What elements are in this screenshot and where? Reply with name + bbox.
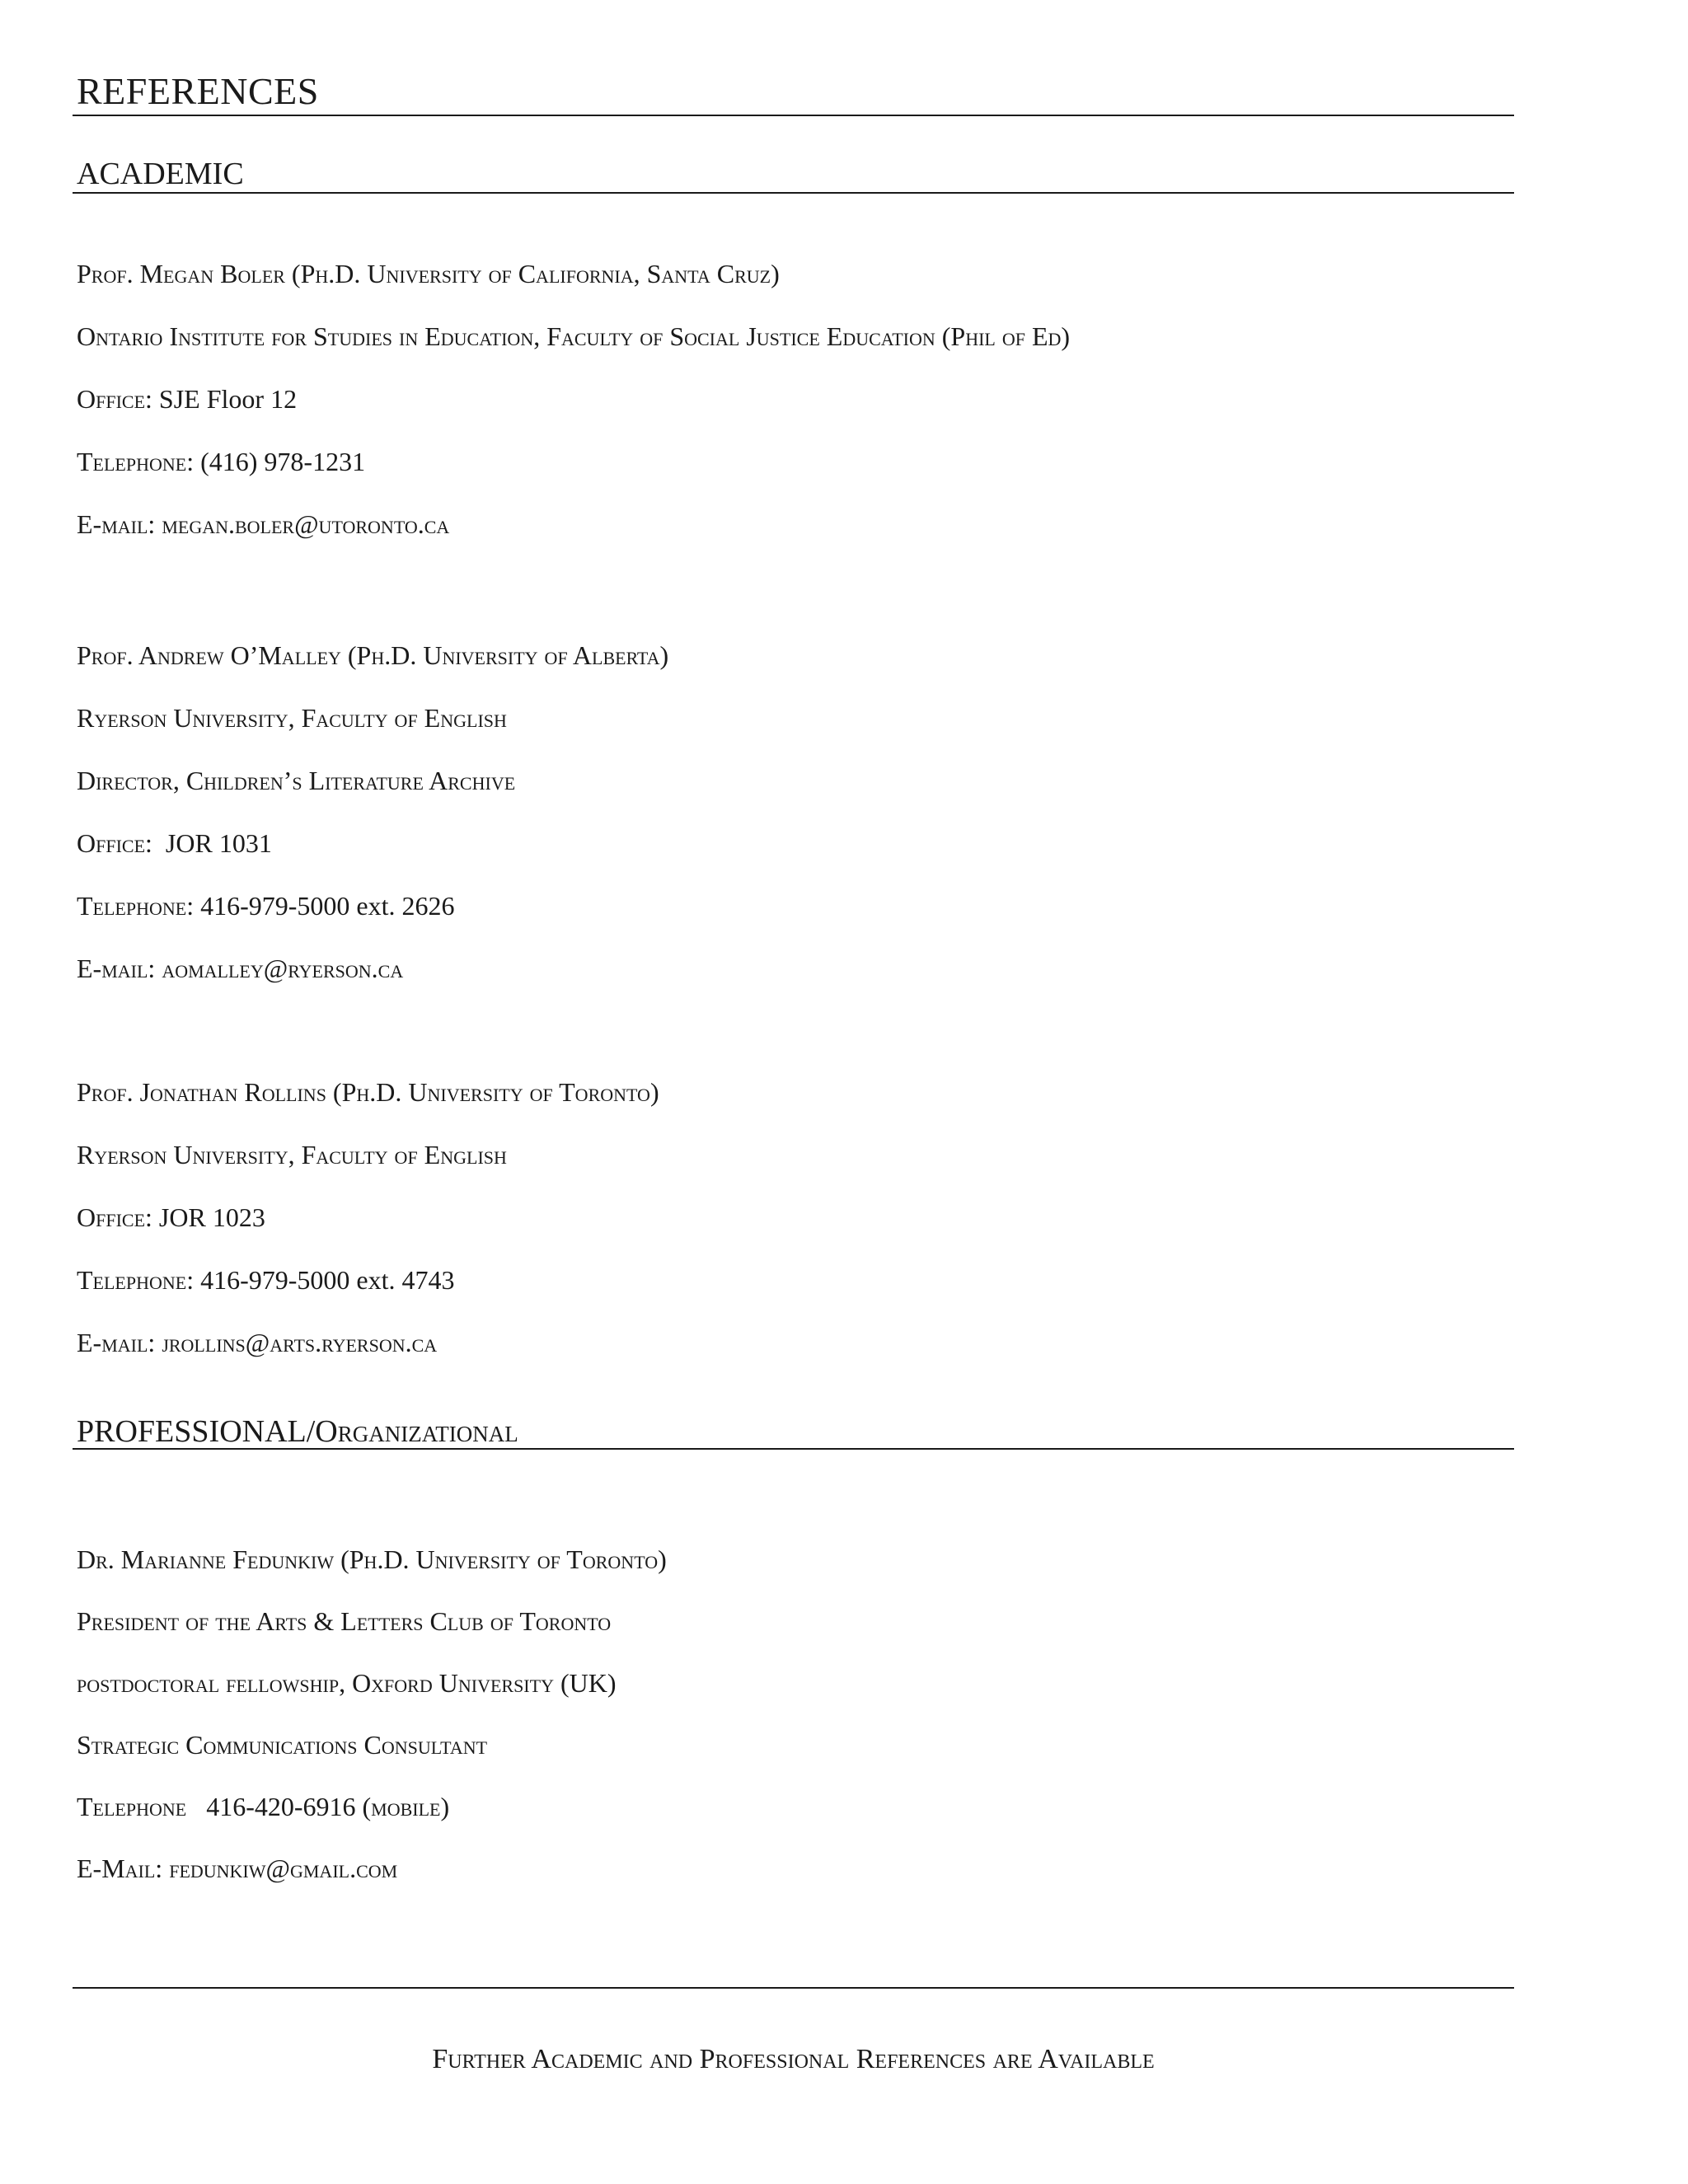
reference-email (77, 955, 403, 982)
footer-note: Further Academic and Professional References are Available (432, 2044, 1155, 2074)
email-label: E-mail: (77, 509, 156, 539)
office-label: Office: (77, 828, 152, 858)
email-value: megan.boler@utoronto.ca (162, 509, 450, 539)
reference-fellowship: postdoctoral fellowship, Oxford University (UK) (77, 1668, 617, 1698)
section-rule-professional (73, 1448, 1514, 1450)
telephone-label: Telephone (77, 1792, 187, 1821)
reference-name: Prof. Megan Boler (Ph.D. University of California, Santa Cruz) (77, 259, 780, 288)
telephone-label: Telephone: (77, 891, 195, 921)
footer-rule (73, 1987, 1514, 1989)
telephone-value: (416) 978-1231 (200, 447, 366, 476)
reference-office (77, 830, 272, 856)
reference-affiliation: Ryerson University, Faculty of English (77, 1140, 507, 1169)
telephone-label: Telephone: (77, 447, 195, 476)
reference-email (77, 1855, 397, 1882)
reference-name: Prof. Jonathan Rollins (Ph.D. University of Toronto) (77, 1077, 659, 1107)
office-value: JOR 1023 (158, 1202, 265, 1232)
reference-email (77, 511, 449, 537)
office-value: JOR 1031 (165, 828, 272, 858)
reference-position: President of the Arts & Letters Club of Toronto (77, 1606, 612, 1636)
reference-name: Dr. Marianne Fedunkiw (Ph.D. University of Toronto) (77, 1544, 667, 1574)
email-label: E-mail: (77, 954, 156, 983)
office-label: Office: (77, 1202, 152, 1232)
telephone-value: 416-420-6916 (206, 1792, 356, 1821)
reference-name: Prof. Andrew O’Malley (Ph.D. University of Alberta) (77, 640, 669, 670)
reference-telephone (77, 448, 365, 475)
reference-telephone (77, 893, 455, 919)
email-label: E-Mail: (77, 1854, 163, 1883)
reference-role: Strategic Communications Consultant (77, 1730, 488, 1760)
page-title: REFERENCES (77, 70, 319, 112)
reference-office (77, 1204, 265, 1230)
reference-telephone (77, 1267, 455, 1293)
telephone-label: Telephone: (77, 1265, 195, 1295)
reference-affiliation: Ryerson University, Faculty of English (77, 703, 507, 733)
reference-position: Director, Children’s Literature Archive (77, 766, 516, 795)
email-value: aomalley@ryerson.ca (162, 954, 404, 983)
reference-telephone (77, 1793, 449, 1820)
email-value: jrollins@arts.ryerson.ca (162, 1328, 438, 1357)
reference-email (77, 1329, 437, 1356)
office-label: Office: (77, 384, 152, 414)
telephone-value: 416-979-5000 ext. 2626 (200, 891, 455, 921)
reference-office (77, 386, 297, 412)
title-rule (73, 115, 1514, 116)
section-rule-academic (73, 192, 1514, 194)
reference-affiliation: Ontario Institute for Studies in Education, Faculty of Social Justice Education (Phil of Ed) (77, 321, 1071, 351)
telephone-value: 416-979-5000 ext. 4743 (200, 1265, 455, 1295)
section-heading-academic: ACADEMIC (77, 157, 244, 191)
telephone-note: (mobile) (362, 1792, 450, 1821)
email-label: E-mail: (77, 1328, 156, 1357)
email-value: fedunkiw@gmail.com (169, 1854, 398, 1883)
office-value: SJE Floor 12 (158, 384, 298, 414)
section-heading-professional: PROFESSIONAL/Organizational (77, 1414, 518, 1449)
